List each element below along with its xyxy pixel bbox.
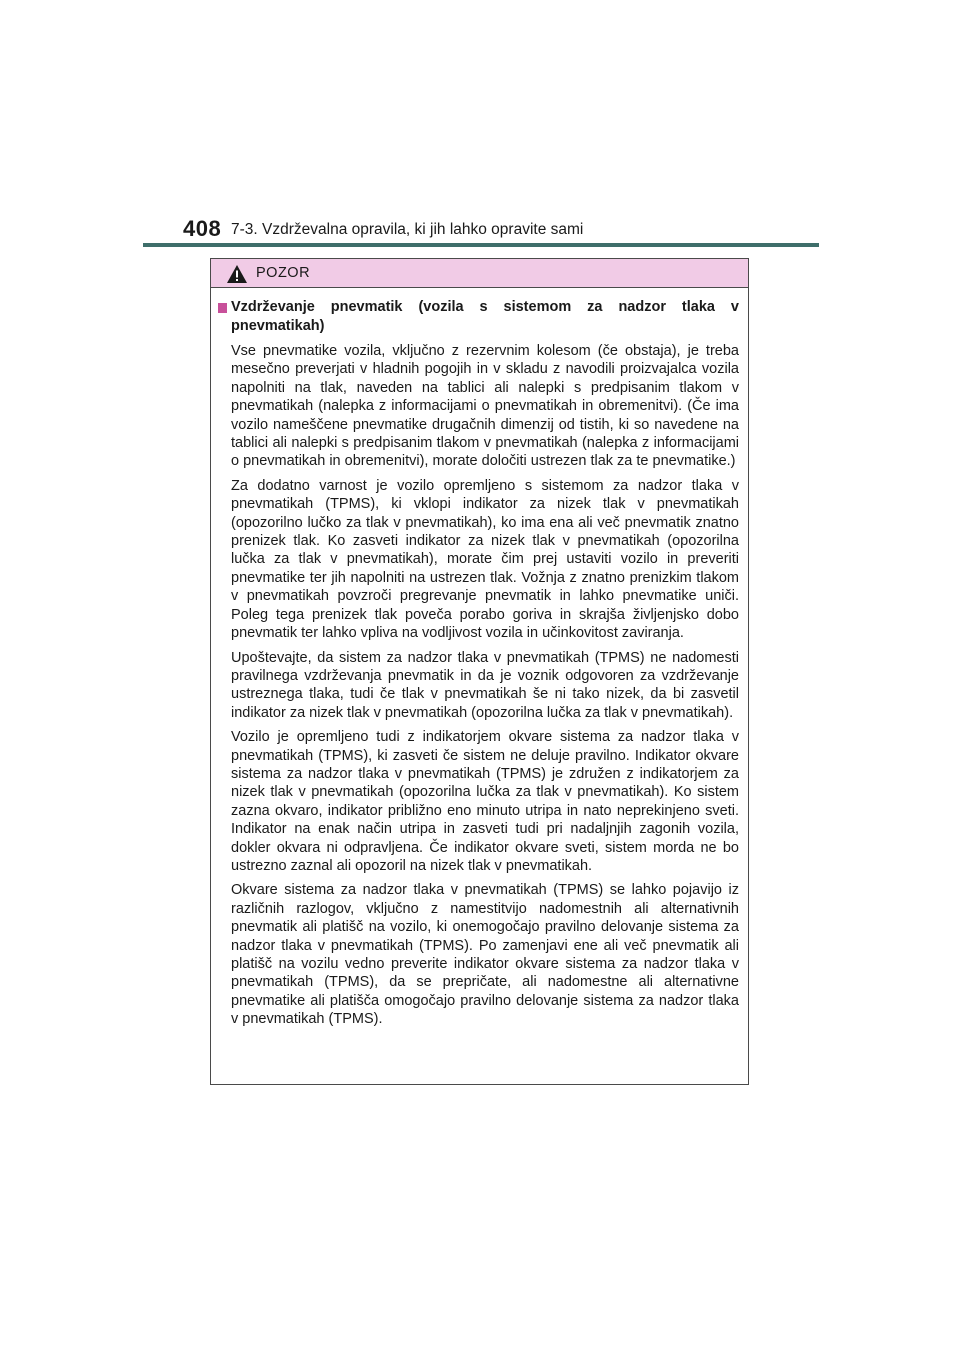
- section-title: 7-3. Vzdrževalna opravila, ki jih lahko opravite sami: [231, 221, 584, 238]
- page-number: 408: [183, 216, 222, 241]
- header-rule: [143, 243, 819, 247]
- caution-paragraph-5: Okvare sistema za nadzor tlaka v pnevmatikah (TPMS) se lahko pojavijo iz različnih razlogov, vključno z namestitvijo nadomestnih ali alternativnih pnevmatik ali platišč na vozilo, ki onemogočajo pravilno delovanje sistema za nadzor tlaka v pnevmatikah (TPMS). Po zamenjavi ene ali več pnevmatik ali platišč na vozilu vedno preverite indikator okvare sistema za nadzor tlaka v pnevmatikah (TPMS), da se prepričate, ali nadomestne ali alternativne pnevmatike ali platišča omogočajo pravilno delovanje sistema za nadzor tlaka v pnevmatikah (TPMS).: [231, 882, 739, 1028]
- caution-box: [210, 258, 749, 1085]
- caution-paragraph-2: Za dodatno varnost je vozilo opremljeno s sistemom za nadzor tlaka v pnevmatikah (TPMS), ki vklopi indikator za nizek tlak v pnevmatikah (opozorilno lučko za tlak v pnevmatikah), ko ima ena ali več pnevmatik znatno prenizek tlak. Ko zasveti indikator za nizek tlak v pnevmatikah (opozorilna lučka za tlak v pnevmatikah), morate čim prej ustaviti vozilo in preveriti pnevmatike ter jih napolniti na ustrezen tlak. Vožnja z znatno prenizkim tlakom v pnevmatikah povzroči pregrevanje pnevmatik in lahko pnevmatike uniči. Poleg tega prenizek tlak poveča porabo goriva in skrajša življenjsko dobo pnevmatik ter lahko vpliva na vodljivost vozila in učinkovitost zaviranja.: [231, 477, 739, 642]
- warning-triangle-icon: [226, 264, 248, 284]
- caution-label: POZOR: [256, 265, 311, 281]
- caution-paragraph-4: Vozilo je opremljeno tudi z indikatorjem okvare sistema za nadzor tlaka v pnevmatikah (TPMS), ki zasveti če sistem ne deluje pravilno. Indikator okvare sistema za nadzor tlaka v pnevmatikah (TPMS) je združen z indikatorjem za nizek tlak v pnevmatikah (opozorilna lučka za tlak v pnevmatikah). Ko sistem zazna okvaro, indikator približno eno minuto utripa in nato neprekinjeno sveti. Indikator na enak način utripa in zasveti tudi pri nadaljnjih zagonih vozila, dokler okvara ni odpravljena. Če indikator okvare sveti, sistem morda ne bo ustrezno zaznal ali opozoril na nizek tlak v pnevmatikah.: [231, 729, 739, 874]
- caution-heading: Vzdrževanje pnevmatik (vozila s sistemom za nadzor tlaka v pnevmatikah): [231, 299, 739, 334]
- caution-header: [211, 259, 748, 288]
- caution-heading-row: [218, 298, 739, 336]
- caution-body: [211, 288, 748, 1029]
- square-bullet-icon: [218, 303, 227, 313]
- caution-paragraph-1: Vse pnevmatike vozila, vključno z rezervnim kolesom (če obstaja), je treba mesečno preverjati v hladnih pogojih in v skladu z navodili proizvajalca vozila napolniti na tlak, naveden na tablici ali nalepki s predpisanim tlakom v pnevmatikah (nalepka z informacijami o pnevmatikah in obremenitvi). (Če ima vozilo nameščene pnevmatike drugačnih dimenzij od tistih, ki so navedene na tablici ali nalepki s predpisanim tlakom v pnevmatikah (nalepka z informacijami o pnevmatikah in obremenitvi), morate določiti ustrezen tlak za te pnevmatike.): [231, 343, 739, 470]
- caution-paragraph-3: Upoštevajte, da sistem za nadzor tlaka v pnevmatikah (TPMS) ne nadomesti pravilnega vzdrževanja pnevmatik in da je voznik odgovoren za vzdrževanje ustreznega tlaka, tudi če tlak v pnevmatikah še ni tako nizek, da bi zasvetil indikator za nizek tlak v pnevmatikah (opozorilna lučka za tlak v pnevmatikah).: [231, 649, 739, 721]
